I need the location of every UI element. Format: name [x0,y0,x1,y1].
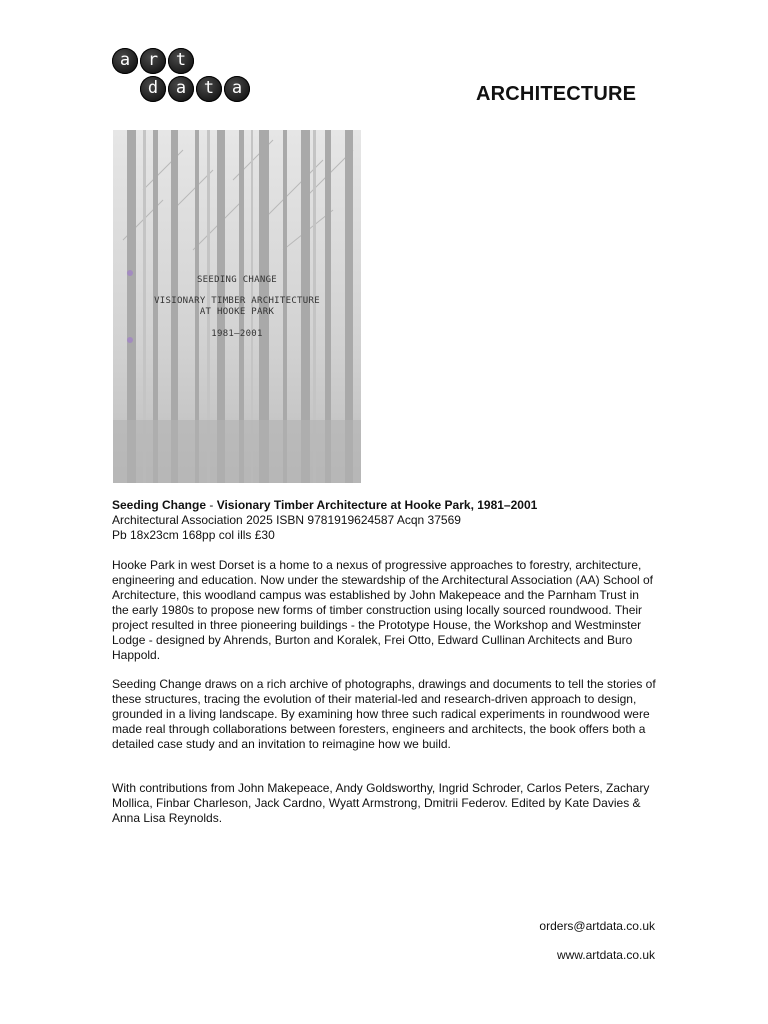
book-metadata [112,498,537,543]
book-title-line [112,498,537,513]
cover-dates: 1981–2001 [211,329,263,339]
paragraph-text: With contributions from John Makepeace, Andy Goldsworthy, Ingrid Schroder, Carlos Peters, Zachary Mollica, Finbar Charleson, Jack Cardno, Wyatt Armstrong, Dmitrii Federov. Edited by Kate Davies & Anna Lisa Reynolds. [112,781,650,825]
logo-letter: t [168,48,194,74]
description-paragraph [112,781,658,826]
logo-letter: d [140,76,166,102]
logo-letter: a [112,48,138,74]
logo-letter: a [168,76,194,102]
book-cover-image [113,130,361,483]
logo-letter: r [140,48,166,74]
book-format-details: Pb 18x23cm 168pp col ills £30 [112,528,275,542]
cover-subtitle: AT HOOKE PARK [199,307,275,317]
artdata-logo [112,46,252,106]
paragraph-text: Seeding Change draws on a rich archive of photographs, drawings and documents to tell the stories of these structures, tracing the evolution of their material-led and research-driven approach to design, grounded in a living landscape. By examining how three such radical experiments in roundwood were made real through collaborations between foresters, engineers and architects, the book offers both a detailed case study and an invitation to reimagine how we build. [112,677,656,751]
contact-website[interactable]: www.artdata.co.uk [556,948,655,962]
book-publisher-details: Architectural Association 2025 ISBN 9781919624587 Acqn 37569 [112,513,461,527]
book-subtitle: Visionary Timber Architecture at Hooke Park, 1981–2001 [216,498,538,512]
logo-letter: a [224,76,250,102]
description-paragraph [112,558,658,663]
cover-title: SEEDING CHANGE [196,275,278,285]
paragraph-text: Hooke Park in west Dorset is a home to a nexus of progressive approaches to forestry, architecture, engineering and education. Now under the stewardship of the Architectural Association (AA) School of Architecture, this woodland campus was established by John Makepeace and the Parnham Trust in the early 1980s to propose new forms of timber construction using locally sourced roundwood. Their project resulted in three pioneering buildings - the Prototype House, the Workshop and Westminster Lodge - designed by Ahrends, Burton and Koralek, Frei Otto, Edward Cullinan Architects and Buro Happold. [112,558,653,662]
category-heading: ARCHITECTURE [476,83,637,105]
title-separator: - [206,498,217,512]
contact-email[interactable]: orders@artdata.co.uk [539,919,655,933]
cover-subtitle: VISIONARY TIMBER ARCHITECTURE [154,296,320,306]
logo-letter: t [196,76,222,102]
description-paragraph [112,677,658,752]
book-title: Seeding Change [112,498,207,512]
